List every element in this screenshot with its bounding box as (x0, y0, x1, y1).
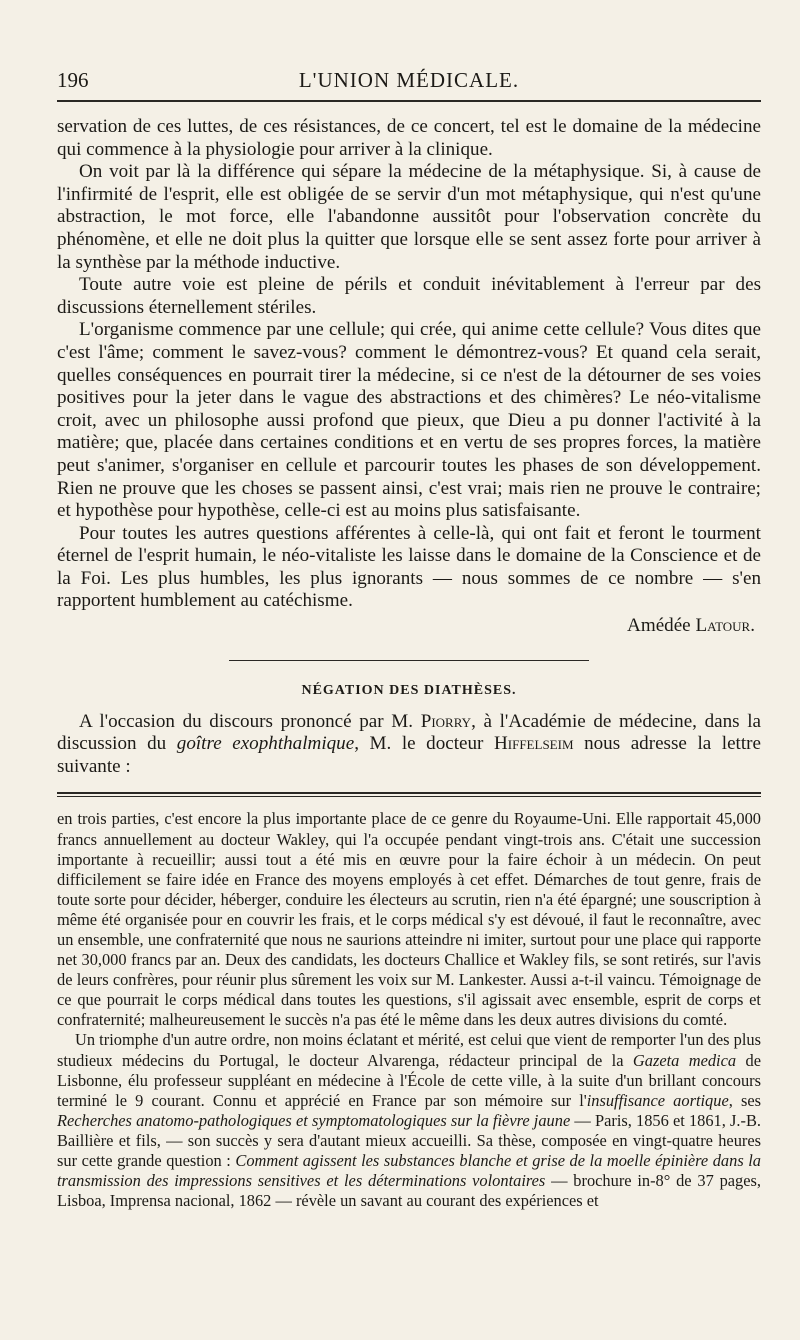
running-head (57, 62, 761, 98)
journal-title: L'UNION MÉDICALE. (298, 68, 520, 92)
italic-title: Comment agissent les substances blanche et grise de la moelle épinière dans la transmission des impressions sensitives et les déterminations volontaires (57, 1151, 761, 1191)
paragraph: L'organisme commence par une cellule; qui crée, qui anime cette cellule? Vous dites que c'est l'âme; comment le savez-vous? comment le démontrez-vous? Et quand cela serait, quelles conséquences en pourrait tirer la médecine, si ce n'est de la détourner de ses voies positives pour la jeter dans le vague des abstractions et des chimères? Le néo-vitalisme croit, avec un philosophe aussi profond que pieux, que Dieu a pu donner l'activité à la matière; que, placée dans certaines conditions et en vertu de ses propres forces, la matière peut s'animer, s'organiser en cellule et parcourir toutes les phases de son développement. Rien ne prouve que les choses se passent ainsi, c'est vrai; mais rien ne prouve le contraire; et hypothèse pour hypothèse, celle-ci est au moins plus satisfaisante. (57, 319, 761, 522)
page-number: 196 (57, 68, 89, 92)
italic-title: insuffisance aortique (586, 1090, 729, 1110)
signature-last-name: Latour. (695, 615, 755, 637)
intro-text: nous adresse la lettre suivante : (57, 733, 761, 777)
footer-text: , ses (728, 1090, 762, 1110)
section-divider (229, 660, 589, 661)
intro-text: , M. le docteur (354, 733, 484, 755)
footer-paragraph (57, 1030, 761, 1211)
intro-text: , à l'Académie de médecine, dans la discussion du (57, 710, 762, 755)
italic-term: goître exophthalmique (176, 733, 355, 755)
header-rule (57, 100, 761, 102)
section-heading: NÉGATION DES DIATHÈSES. (301, 682, 517, 698)
intro-text: A l'occasion du discours prononcé par M. (79, 710, 414, 732)
feuilleton (57, 809, 761, 1211)
paragraph: Toute autre voie est pleine de périls et conduit inévitablement à l'erreur par des discussions éternellement stériles. (57, 274, 761, 318)
italic-title: Recherches anatomo-pathologiques et symptomatologiques sur la fièvre jaune (57, 1110, 571, 1130)
paragraph: Pour toutes les autres questions afférentes à celle-là, qui ont fait et feront le tourment éternel de l'esprit humain, le néo-vitaliste les laisse dans le domaine de la Conscience et de la Foi. Les plus humbles, les plus ignorants — nous sommes de ce nombre — s'en rapportent humblement au catéchisme. (57, 522, 761, 612)
italic-title: Gazeta medica (632, 1050, 737, 1070)
footer-text: — Paris, 1856 et 1861, J.-B. Baillière et fils, — son succès y sera d'autant mieux accueilli. Sa thèse, composée en vingt-quatre heures sur cette grande question : (57, 1110, 761, 1171)
person-name: Hiffelseim (493, 733, 574, 755)
intro-paragraph (57, 711, 761, 779)
feuilleton-rule (57, 792, 761, 797)
footer-text: Un triomphe d'un autre ordre, non moins éclatant et mérité, est celui que vient de remporter l'un des plus studieux médecins du Portugal, le docteur Alvarenga, rédacteur principal de la (57, 1030, 761, 1070)
page (57, 62, 761, 1211)
signature-first-name: Amédée (627, 615, 691, 637)
article-body (57, 116, 761, 613)
footer-text: — brochure in-8° de 37 pages, Lisboa, Imprensa nacional, 1862 — révèle un savant au courant des expériences et (57, 1171, 761, 1211)
footer-text: de Lisbonne, élu professeur suppléant en médecine à l'École de cette ville, à la suite d'un brillant concours terminé le 9 courant. Connu et apprécié en France par son mémoire sur l' (57, 1050, 761, 1110)
person-name: Piorry (420, 710, 472, 732)
author-signature (57, 615, 755, 638)
paragraph: On voit par là la différence qui sépare la médecine de la métaphysique. Si, à cause de l'infirmité de l'esprit, elle est obligée de se servir d'un mot métaphysique, qui n'est qu'une abstraction, le mot force, elle l'abandonne aussitôt pour l'observation concrète du phénomène, et elle ne doit plus la quitter que lorsque elle se sent assez forte pour arriver à la synthèse par la méthode inductive. (57, 161, 761, 273)
footer-paragraph: en trois parties, c'est encore la plus importante place de ce genre du Royaume-Uni. Elle rapportait 45,000 francs annuellement au docteur Wakley, qui l'a occupée pendant vingt-trois ans. C'était une succession importante à recueillir; aussi tout a été mis en œuvre pour la faire échoir à un médecin. On peut difficilement se faire idée en France des moyens employés à cet effet. Démarches de tout genre, frais de toute sorte pour décider, héberger, conduire les électeurs au scrutin, rien n'a été épargné; une souscription à même été organisée pour en couvrir les frais, et le corps médical s'y est dévoué, il faut le reconnaître, avec un ensemble, une confraternité que nous ne saurions atteindre ni imiter, surtout pour une place qui rapporte net 30,000 francs par an. Deux des candidats, les docteurs Challice et Wakley fils, se sont retirés, sur l'avis de leurs confrères, pour réunir plus sûrement les voix sur M. Lankester. Aussi a-t-il vaincu. Témoignage de ce que pourrait le corps médical dans toutes les questions, s'il agissait avec ensemble, esprit de corps et confraternité; malheureusement le succès n'a pas été le même dans les deux autres divisions du comté. (57, 809, 761, 1030)
section-intro (57, 711, 761, 779)
paragraph: servation de ces luttes, de ces résistances, de ce concert, tel est le domaine de la médecine qui commence à la physiologie pour arriver à la clinique. (57, 116, 761, 160)
